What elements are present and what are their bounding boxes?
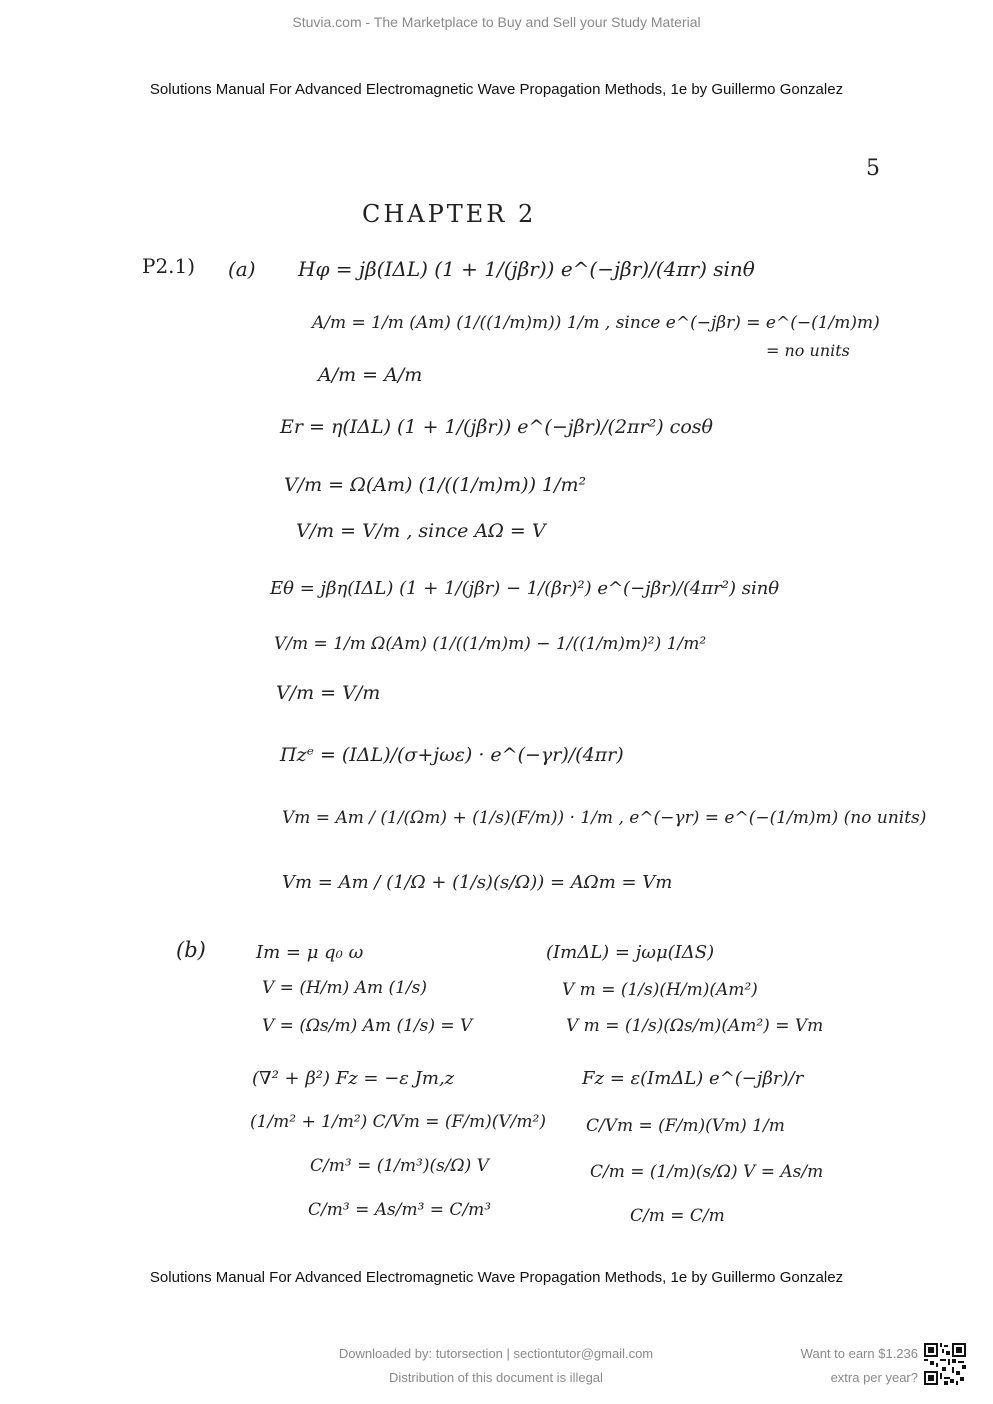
page-number: 5 <box>866 156 880 181</box>
equation-hertz-potential: Πzᵉ = (IΔL)/(σ+jωε) · e^(−γr)/(4πr) <box>280 744 624 766</box>
part-a-label: (a) <box>228 257 256 281</box>
problem-label: P2.1) <box>142 254 196 278</box>
equation-e-theta: Eθ = jβη(IΔL) (1 + 1/(jβr) − 1/(βr)²) e^(−jβr)/(4πr²) sinθ <box>270 578 780 599</box>
site-banner: Stuvia.com - The Marketplace to Buy and Sell your Study Material <box>292 14 701 30</box>
equation-b-left-5: (1/m² + 1/m²) C/Vm = (F/m)(V/m²) <box>250 1112 546 1132</box>
equation-b-right-2: V m = (1/s)(H/m)(Am²) <box>562 980 758 1000</box>
qr-code-icon[interactable] <box>924 1343 966 1385</box>
equation-b-left-3: V = (Ωs/m) Am (1/s) = V <box>262 1016 473 1036</box>
download-info: Downloaded by: tutorsection | sectiontutor@gmail.com <box>338 1346 654 1361</box>
equation-h-phi-units: A/m = 1/m (Am) (1/((1/m)m)) 1/m , since e^(−jβr) = e^(−(1/m)m) <box>312 313 880 333</box>
equation-h-phi: Hφ = jβ(IΔL) (1 + 1/(jβr)) e^(−jβr)/(4πr) sinθ <box>298 257 755 281</box>
equation-b-left-6: C/m³ = (1/m³)(s/Ω) V <box>310 1156 489 1176</box>
equation-b-right-3: V m = (1/s)(Ωs/m)(Am²) = Vm <box>566 1016 824 1036</box>
distribution-notice: Distribution of this document is illegal <box>389 1370 603 1385</box>
equation-e-r: Er = η(IΔL) (1 + 1/(jβr)) e^(−jβr)/(2πr²) cosθ <box>280 416 713 438</box>
equation-b-right-6: C/m = (1/m)(s/Ω) V = As/m <box>590 1162 824 1182</box>
equation-h-phi-units-result: A/m = A/m <box>318 364 423 386</box>
equation-b-right-1: (ImΔL) = jωμ(IΔS) <box>546 942 715 963</box>
equation-e-r-units: V/m = Ω(Am) (1/((1/m)m)) 1/m² <box>284 474 587 496</box>
equation-b-right-4: Fz = ε(ImΔL) e^(−jβr)/r <box>582 1068 804 1089</box>
document-title-footer: Solutions Manual For Advanced Electromagnetic Wave Propagation Methods, 1e by Guillermo Gonzalez <box>149 1269 844 1286</box>
equation-e-theta-units: V/m = 1/m Ω(Am) (1/((1/m)m) − 1/((1/m)m)²) 1/m² <box>274 634 707 654</box>
equation-e-r-units-result: V/m = V/m , since AΩ = V <box>296 520 546 542</box>
equation-b-right-5: C/Vm = (F/m)(Vm) 1/m <box>586 1116 785 1136</box>
equation-b-left-1: Im = μ q₀ ω <box>256 942 364 963</box>
document-title: Solutions Manual For Advanced Electromagnetic Wave Propagation Methods, 1e by Guillermo Gonzalez <box>149 81 844 98</box>
equation-b-left-7: C/m³ = As/m³ = C/m³ <box>308 1200 492 1220</box>
equation-e-theta-units-result: V/m = V/m <box>276 682 381 704</box>
equation-no-units-note: = no units <box>766 341 850 360</box>
equation-b-right-7: C/m = C/m <box>630 1206 725 1226</box>
earn-promo-line1[interactable]: Want to earn $1.236 <box>800 1346 918 1361</box>
part-b-label: (b) <box>176 938 206 962</box>
equation-hertz-units-result: Vm = Am / (1/Ω + (1/s)(s/Ω)) = AΩm = Vm <box>282 872 673 893</box>
equation-b-left-2: V = (H/m) Am (1/s) <box>262 978 428 998</box>
equation-b-left-4: (∇² + β²) Fz = −ε Jm,z <box>252 1068 455 1089</box>
earn-promo-line2[interactable]: extra per year? <box>830 1370 918 1385</box>
equation-hertz-units: Vm = Am / (1/(Ωm) + (1/s)(F/m)) · 1/m , e^(−γr) = e^(−(1/m)m) (no units) <box>282 808 927 828</box>
chapter-heading: CHAPTER 2 <box>362 200 537 228</box>
